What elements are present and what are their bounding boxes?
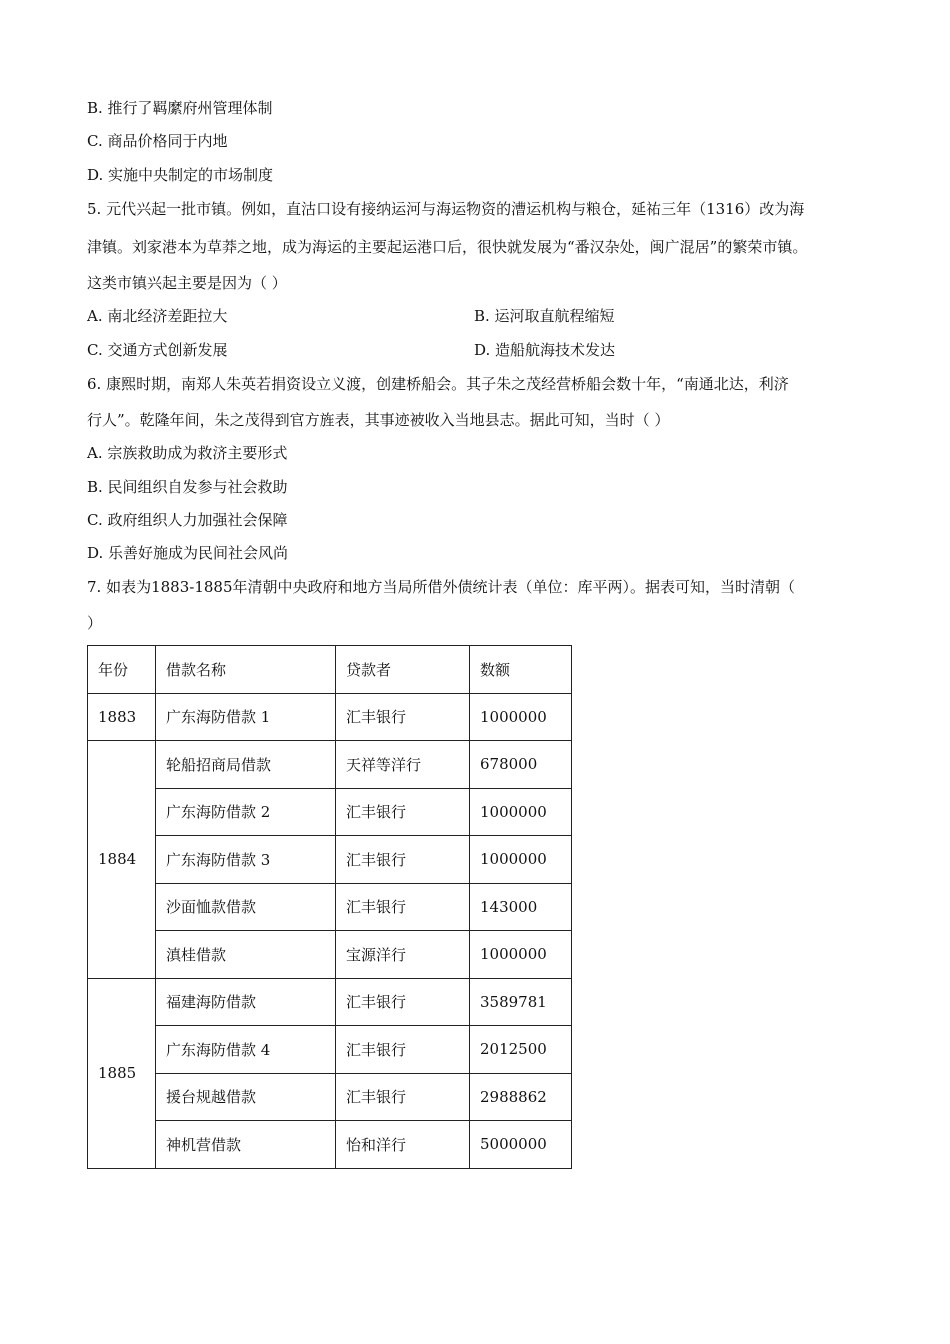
lender-cell: 汇丰银行 [336, 788, 470, 836]
header-loan-name: 借款名称 [156, 646, 336, 694]
header-year: 年份 [88, 646, 156, 694]
amount-cell: 1000000 [470, 788, 572, 836]
q5-stem-line-3: 这类市镇兴起主要是因为（ ） [87, 274, 287, 292]
prev-option-c: C. 商品价格同于内地 [87, 132, 228, 150]
table-row [88, 978, 572, 1026]
q6-option-b: B. 民间组织自发参与社会救助 [87, 478, 288, 496]
table-row [88, 741, 572, 789]
year-cell: 1885 [88, 978, 156, 1168]
prev-option-b: B. 推行了羁縻府州管理体制 [87, 99, 273, 117]
year-cell: 1883 [88, 693, 156, 741]
amount-cell: 1000000 [470, 693, 572, 741]
amount-cell: 678000 [470, 741, 572, 789]
table-row [88, 883, 572, 931]
table-row [88, 693, 572, 741]
amount-cell: 1000000 [470, 931, 572, 979]
loan-name-cell: 神机营借款 [156, 1121, 336, 1169]
header-amount: 数额 [470, 646, 572, 694]
lender-cell: 汇丰银行 [336, 1026, 470, 1074]
loan-name-cell: 援台规越借款 [156, 1073, 336, 1121]
table-row [88, 931, 572, 979]
foreign-debt-table [87, 645, 572, 1169]
table-header-row [88, 646, 572, 694]
lender-cell: 汇丰银行 [336, 1073, 470, 1121]
amount-cell: 5000000 [470, 1121, 572, 1169]
loan-name-cell: 广东海防借款 2 [156, 788, 336, 836]
q5-stem-line-1: 5. 元代兴起一批市镇。例如，直沽口设有接纳运河与海运物资的漕运机构与粮仓，延祐三年（1316）改为海 [87, 200, 805, 218]
loan-name-cell: 轮船招商局借款 [156, 741, 336, 789]
table-row [88, 788, 572, 836]
q5-option-a: A. 南北经济差距拉大 [87, 307, 228, 325]
table-row [88, 836, 572, 884]
loan-name-cell: 广东海防借款 3 [156, 836, 336, 884]
lender-cell: 宝源洋行 [336, 931, 470, 979]
amount-cell: 1000000 [470, 836, 572, 884]
q5-stem-line-2: 津镇。刘家港本为草莽之地，成为海运的主要起运港口后，很快就发展为“番汉杂处，闽广混居”的繁荣市镇。 [87, 238, 808, 256]
header-lender: 贷款者 [336, 646, 470, 694]
q5-option-d: D. 造船航海技术发达 [474, 341, 616, 359]
loan-name-cell: 沙面恤款借款 [156, 883, 336, 931]
lender-cell: 怡和洋行 [336, 1121, 470, 1169]
lender-cell: 汇丰银行 [336, 836, 470, 884]
q7-stem-line-1: 7. 如表为1883-1885年清朝中央政府和地方当局所借外债统计表（单位：库平两）。据表可知，当时清朝（ [87, 578, 795, 596]
q7-stem-line-2: ） [87, 614, 103, 632]
prev-option-d: D. 实施中央制定的市场制度 [87, 166, 274, 184]
q5-option-c: C. 交通方式创新发展 [87, 341, 228, 359]
amount-cell: 3589781 [470, 978, 572, 1026]
amount-cell: 143000 [470, 883, 572, 931]
lender-cell: 天祥等洋行 [336, 741, 470, 789]
table-row [88, 1073, 572, 1121]
loan-name-cell: 滇桂借款 [156, 931, 336, 979]
lender-cell: 汇丰银行 [336, 978, 470, 1026]
year-cell: 1884 [88, 741, 156, 979]
table-row [88, 1026, 572, 1074]
lender-cell: 汇丰银行 [336, 883, 470, 931]
q6-option-a: A. 宗族救助成为救济主要形式 [87, 444, 288, 462]
amount-cell: 2012500 [470, 1026, 572, 1074]
loan-name-cell: 广东海防借款 1 [156, 693, 336, 741]
q6-stem-line-1: 6. 康熙时期，南郑人朱英若捐资设立义渡，创建桥船会。其子朱之茂经营桥船会数十年，“南通北达，利济 [87, 375, 789, 393]
q6-option-d: D. 乐善好施成为民间社会风尚 [87, 544, 289, 562]
amount-cell: 2988862 [470, 1073, 572, 1121]
loan-name-cell: 福建海防借款 [156, 978, 336, 1026]
lender-cell: 汇丰银行 [336, 693, 470, 741]
q5-option-b: B. 运河取直航程缩短 [474, 307, 615, 325]
q6-stem-line-2: 行人”。乾隆年间，朱之茂得到官方旌表，其事迹被收入当地县志。据此可知，当时（ ） [87, 411, 670, 429]
q6-option-c: C. 政府组织人力加强社会保障 [87, 511, 288, 529]
table-row [88, 1121, 572, 1169]
loan-name-cell: 广东海防借款 4 [156, 1026, 336, 1074]
